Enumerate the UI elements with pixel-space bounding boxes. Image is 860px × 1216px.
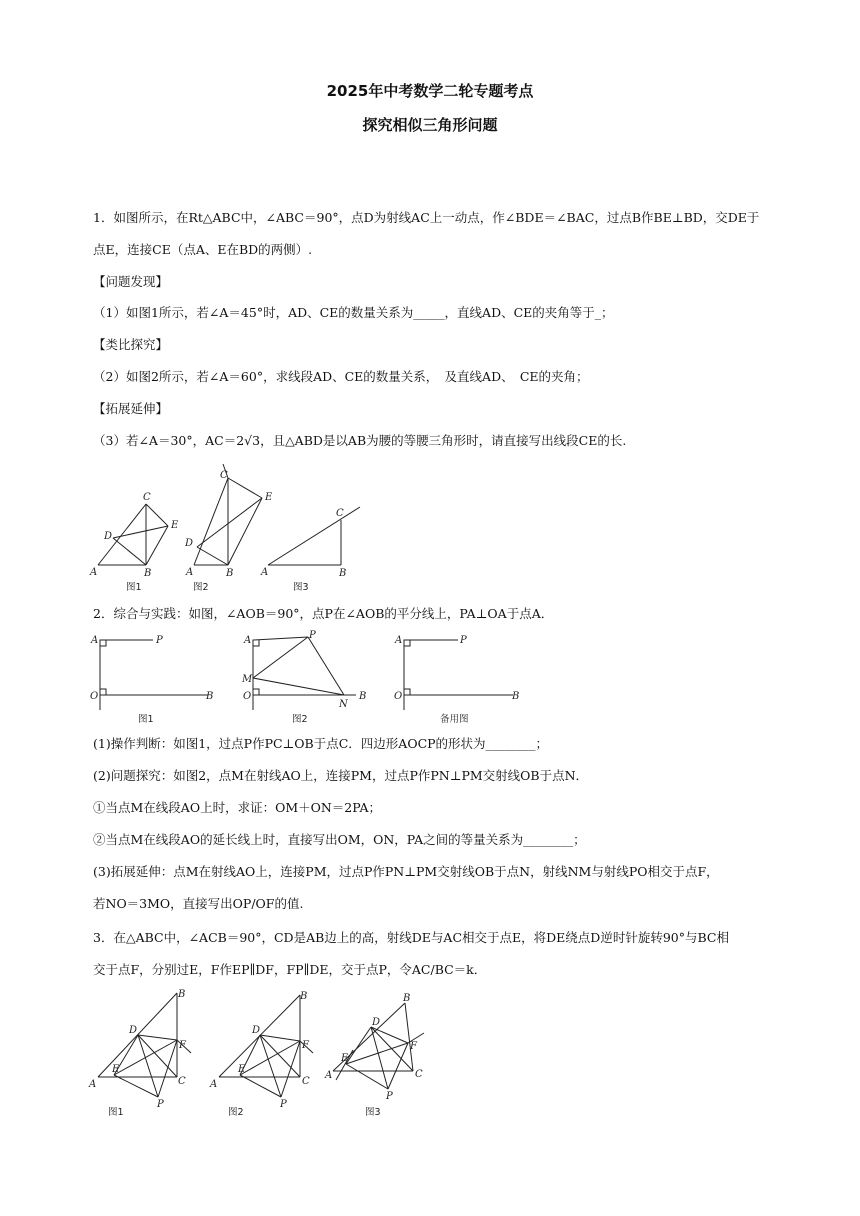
fig2-label-c: C (220, 470, 228, 481)
problem-1-line-2: 点E，连接CE（点A、E在BD的两侧）. (93, 242, 313, 257)
problem-1-question-1: （1）如图1所示，若∠A＝45°时，AD、CE的数量关系为_____，直线AD、CE的夹角等于_； (93, 305, 614, 320)
fig2-2-label-a: A (244, 635, 252, 646)
problem-2-question-2b: ②当点M在线段AO的延长线上时，直接写出OM，ON，PA之间的等量关系为________； (93, 832, 586, 847)
fig3-label-a: A (261, 567, 269, 578)
problem-1-question-3: （3）若∠A＝30°，AC＝2√3，且△ABD是以AB为腰的等腰三角形时，请直接写出线段CE的长. (93, 433, 627, 448)
fig3-2-label-c: C (302, 1076, 310, 1087)
figure-2-1 (90, 635, 213, 725)
fig3-label-b: B (339, 568, 347, 579)
fig3-3-label-b: B (403, 993, 411, 1004)
problem-2-question-3a: (3)拓展延伸：点M在射线AO上，连接PM，过点P作PN⊥PM交射线OB于点N，射线NM与射线PO相交于点F， (93, 864, 719, 879)
section-heading-extension: 【拓展延伸】 (93, 401, 169, 416)
problem-2-question-2: (2)问题探究：如图2，点M在射线AO上，连接PM，过点P作PN⊥PM交射线OB于点N． (93, 768, 589, 783)
fig3-1-caption: 图1 (108, 1107, 124, 1118)
problem-2-question-1: (1)操作判断：如图1，过点P作PC⊥OB于点C．四边形AOCP的形状为________； (93, 736, 549, 751)
fig1-label-b: B (144, 568, 152, 579)
figure-1-2 (184, 464, 273, 593)
fig3-3-label-e: E (341, 1053, 349, 1064)
fig2-label-b: B (226, 568, 234, 579)
fig3-2-label-e: E (238, 1064, 246, 1075)
fig2-caption: 图2 (193, 582, 209, 593)
fig2-3-label-p: P (460, 635, 467, 646)
fig2-1-label-b: B (206, 691, 214, 702)
fig3-2-label-d: D (252, 1025, 261, 1036)
problem-2-question-3b: 若NO＝3MO，直接写出OP/OF的值. (93, 896, 304, 911)
fig1-label-d: D (104, 531, 113, 542)
figure-3-2 (209, 991, 313, 1118)
problem-2-intro: 2．综合与实践：如图，∠AOB＝90°，点P在∠AOB的平分线上，PA⊥OA于点A． (93, 606, 554, 621)
figure-3-3 (324, 993, 424, 1118)
fig3-2-label-b: B (300, 991, 308, 1002)
fig3-2-label-a: A (210, 1079, 218, 1090)
fig3-3-label-d: D (372, 1017, 381, 1028)
fig2-label-d: D (185, 538, 194, 549)
fig3-3-label-a: A (325, 1070, 333, 1081)
figure-3-1 (88, 989, 191, 1118)
page-subtitle: 探究相似三角形问题 (362, 116, 498, 134)
fig3-caption: 图3 (293, 582, 309, 593)
section-heading-problem-discovery: 【问题发现】 (93, 274, 169, 289)
fig3-1-label-e: E (112, 1064, 120, 1075)
fig2-3-label-o: O (394, 691, 403, 702)
fig2-2-label-m: M (242, 674, 253, 685)
fig2-3-label-b: B (512, 691, 520, 702)
fig2-2-label-o: O (243, 691, 252, 702)
fig1-label-e: E (171, 520, 179, 531)
problem-3-line-2: 交于点F，分别过E，F作EP∥DF，FP∥DE，交于点P，令AC/BC＝k． (93, 962, 487, 977)
fig3-2-caption: 图2 (228, 1107, 244, 1118)
fig2-2-label-b: B (359, 691, 367, 702)
section-heading-analogy: 【类比探究】 (93, 337, 169, 352)
fig2-3-label-a: A (395, 635, 403, 646)
fig2-2-caption: 图2 (292, 714, 308, 725)
fig3-3-label-f: F (410, 1041, 417, 1052)
figure-2-2 (241, 630, 366, 725)
fig1-label-c: C (143, 492, 151, 503)
problem-2-question-2a: ①当点M在线段AO上时，求证：OM＋ON＝2PA； (93, 800, 382, 815)
fig2-1-label-o: O (90, 691, 99, 702)
fig2-label-e: E (265, 492, 273, 503)
figure-1-3 (260, 507, 360, 593)
figure-2-backup (394, 635, 519, 725)
fig3-1-label-f: F (179, 1040, 186, 1051)
page-title: 2025年中考数学二轮专题考点 (326, 82, 534, 100)
problem-1-figures (88, 462, 378, 592)
fig2-1-label-p: P (156, 635, 163, 646)
figure-1-1 (89, 492, 179, 593)
problem-3-figures (88, 985, 433, 1120)
fig1-label-a: A (90, 567, 98, 578)
fig3-3-label-c: C (415, 1069, 423, 1080)
problem-2-figures (88, 630, 528, 728)
fig3-1-label-d: D (129, 1025, 138, 1036)
fig3-3-label-p: P (386, 1091, 393, 1102)
fig3-1-label-c: C (178, 1076, 186, 1087)
fig2-2-label-n: N (339, 699, 348, 710)
fig3-2-label-f: F (302, 1040, 309, 1051)
fig3-label-c: C (336, 508, 344, 519)
fig3-2-label-p: P (280, 1099, 287, 1110)
fig3-3-caption: 图3 (365, 1107, 381, 1118)
fig2-2-label-p: P (309, 630, 316, 641)
fig2-1-label-a: A (91, 635, 99, 646)
fig1-caption: 图1 (126, 582, 142, 593)
problem-3-line-1: 3．在△ABC中，∠ACB＝90°，CD是AB边上的高，射线DE与AC相交于点E，将DE绕点D逆时针旋转90°与BC相 (93, 930, 729, 945)
problem-1-question-2: （2）如图2所示，若∠A＝60°，求线段AD、CE的数量关系， 及直线AD、 CE的夹角； (93, 369, 589, 384)
problem-1-line-1: 1．如图所示，在Rt△ABC中，∠ABC＝90°，点D为射线AC上一动点，作∠BDE＝∠BAC，过点B作BE⊥BD，交DE于 (93, 210, 760, 225)
fig2-1-caption: 图1 (138, 714, 154, 725)
fig2-label-a: A (186, 567, 194, 578)
fig2-3-caption: 备用图 (440, 714, 469, 725)
fig3-1-label-a: A (89, 1079, 97, 1090)
fig3-1-label-p: P (157, 1099, 164, 1110)
fig3-1-label-b: B (178, 989, 186, 1000)
